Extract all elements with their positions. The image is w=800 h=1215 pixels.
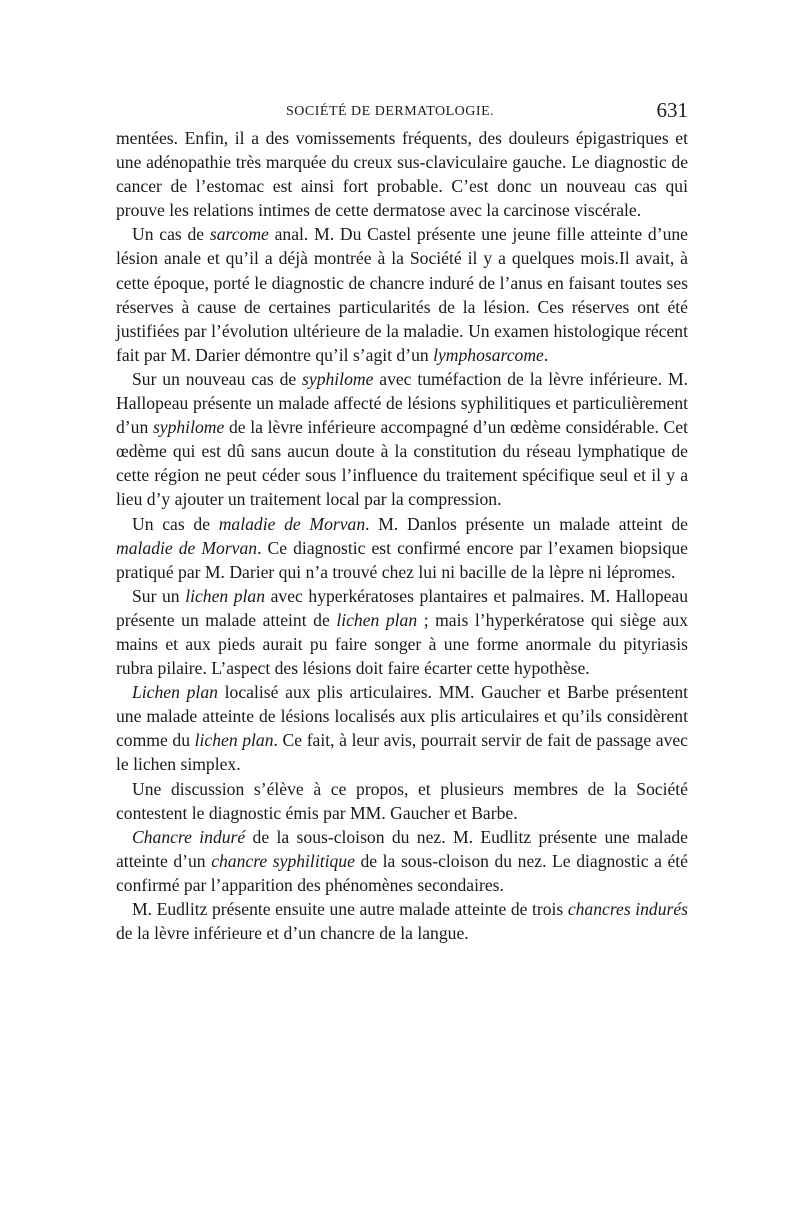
paragraph	[116, 680, 688, 776]
italic-text: Lichen plan	[132, 682, 218, 703]
text-run: .	[543, 344, 549, 365]
italic-text: chancre syphilitique	[211, 850, 355, 871]
paragraph	[116, 777, 688, 825]
paragraph	[116, 512, 688, 584]
text-run: Sur un nouveau cas de	[132, 368, 303, 389]
text-run: de la lèvre inférieure accompagné d’un œdème considérable. Cet œdème qui est dû sans aucun doute à la constitution du réseau lymphatique de cette région ne peut céder sous l’influence du traitement spécifique seul et il y a lieu d’y ajouter un traitement local par la compression.	[116, 417, 688, 510]
italic-text: syphilome	[302, 368, 374, 389]
italic-text: lichen plan	[194, 730, 274, 751]
italic-text: lichen plan	[336, 609, 418, 630]
italic-text: maladie de Morvan	[218, 513, 366, 534]
text-run: ; mais l’hyperkératose qui siège aux mains et aux pieds aurait pu faire songer à une forme anormale du pityriasis rubra pilaire. L’aspect des lésions doit faire écarter cette hypothèse.	[116, 609, 688, 679]
text-run: . Ce fait, à leur avis, pourrait servir de fait de passage avec le lichen simplex.	[116, 730, 688, 775]
text-run: avec hyperkératoses plantaires et palmaires. M. Hallopeau présente un malade atteint de	[116, 585, 688, 630]
italic-text: maladie de Morvan	[116, 537, 258, 558]
text-run: de la lèvre inférieure et d’un chancre de la langue.	[116, 923, 469, 944]
book-page	[116, 96, 688, 945]
paragraph	[116, 367, 688, 512]
italic-text: sarcome	[209, 224, 269, 245]
italic-text: lichen plan	[185, 585, 266, 606]
italic-text: Chancre induré	[132, 826, 246, 847]
italic-text: lymphosarcome	[433, 344, 544, 365]
paragraph	[116, 897, 688, 945]
text-run: mentées. Enfin, il a des vomissements fréquents, des douleurs épigastriques et une adénopathie très marquée du creux sus-claviculaire gauche. Le diagnostic de cancer de l’estomac est ainsi fort probable. C’est donc un nouveau cas qui prouve les relations intimes de cette dermatose avec la carcinose viscérale.	[116, 128, 688, 221]
text-run: localisé aux plis articulaires. MM. Gaucher et Barbe présentent une malade atteinte de lésions localisés aux plis articulaires et qu’ils considèrent comme du	[116, 682, 689, 751]
text-run: Une discussion s’élève à ce propos, et plusieurs membres de la Société contestent le diagnostic émis par MM. Gaucher et Barbe.	[116, 778, 688, 823]
italic-text: chancres indurés	[567, 899, 688, 919]
text-run: M. Eudlitz présente ensuite une autre malade atteinte de trois	[132, 899, 568, 919]
text-run: avec tuméfaction de la lèvre inférieure. M. Hallopeau présente un malade affecté de lésions syphilitiques et particulièrement d’un	[116, 368, 688, 438]
paragraph	[116, 825, 688, 897]
paragraph	[116, 222, 688, 367]
text-run: Sur un	[132, 585, 186, 606]
text-run: . M. Danlos présente un malade atteint de	[365, 513, 688, 534]
text-run: Un cas de	[132, 513, 219, 534]
text-run: anal. M. Du Castel présente une jeune fille atteinte d’une lésion anale et qu’il a déjà montrée à la Société il y a quelques mois.Il avait, à cette époque, porté le diagnostic de chancre induré de l’anus en faisant toutes ses réserves à cause de certaines particularités de la lésion. Ces réserves ont été justifiées par l’évolution ultérieure de la maladie. Un examen histologique récent fait par M. Darier démontre qu’il s’agit d’un	[116, 224, 688, 365]
paragraph	[116, 126, 688, 222]
text-run: . Ce diagnostic est confirmé encore par l’examen biopsique pratiqué par M. Darier qui n’a trouvé chez lui ni bacille de la lèpre ni lépromes.	[116, 537, 688, 582]
paragraph	[116, 584, 688, 680]
text-run: Un cas de	[132, 224, 210, 245]
page-number: 631	[656, 98, 688, 122]
running-head	[116, 96, 688, 126]
text-run: de la sous-cloison du nez. M. Eudlitz présente une malade atteinte d’un	[116, 826, 688, 871]
text-run: de la sous-cloison du nez. Le diagnostic a été confirmé par l’apparition des phénomènes secondaires.	[116, 850, 688, 895]
body-text	[116, 126, 688, 945]
italic-text: syphilome	[152, 417, 225, 438]
running-title: SOCIÉTÉ DE DERMATOLOGIE.	[286, 104, 495, 119]
